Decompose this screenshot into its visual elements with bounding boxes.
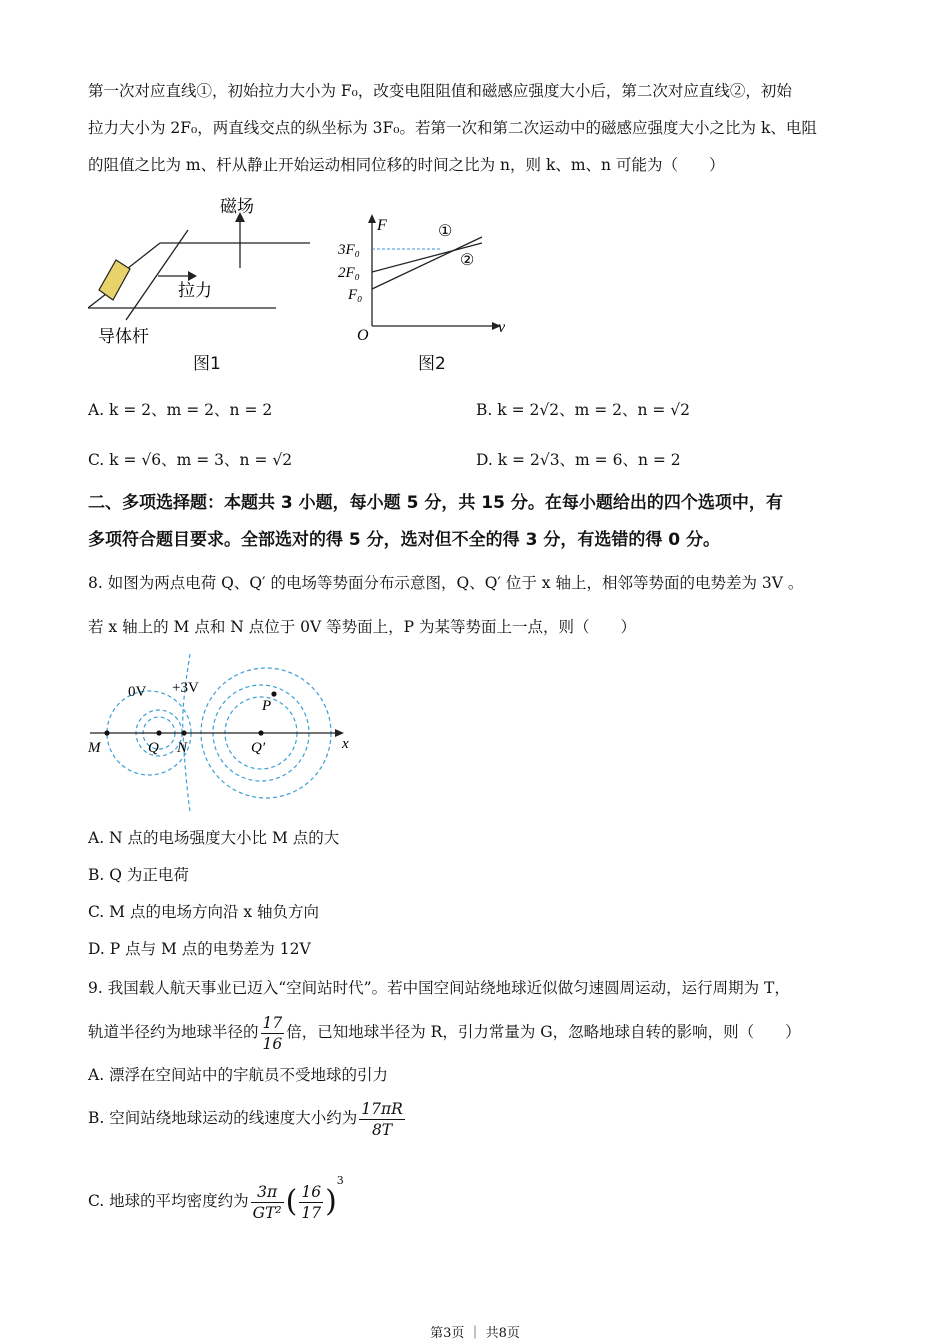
q7-text-line3: 的阻值之比为 m、杆从静止开始运动相同位移的时间之比为 n，则 k、m、n 可能为（ ） xyxy=(88,156,725,174)
q9-option-B[interactable] xyxy=(88,1096,407,1140)
q7-option-C[interactable]: C. k = √6、m = 3、n = √2 xyxy=(88,451,293,469)
right-paren: ) xyxy=(325,1184,337,1219)
q9-option-C[interactable] xyxy=(88,1158,344,1225)
q9-option-C-text: C. 地球的平均密度约为 xyxy=(88,1192,249,1210)
section-2-heading-line2: 多项符合题目要求。全部选对的得 5 分，选对但不全的得 3 分，有选错的得 0 分。 xyxy=(88,530,720,550)
fraction-17-16 xyxy=(261,1013,285,1054)
fraction-numerator: 17πR xyxy=(361,1099,403,1118)
q8-equipotential-figure xyxy=(86,652,356,812)
left-paren: ( xyxy=(285,1184,298,1219)
fraction-denominator: 16 xyxy=(262,1034,283,1053)
q8-text-line1: 8. 如图为两点电荷 Q、Q′ 的电场等势面分布示意图，Q、Q′ 位于 x 轴上，相邻等势面的电势差为 3V 。 xyxy=(88,574,804,592)
fig1-caption: 图1 xyxy=(193,354,221,374)
exponent: 3 xyxy=(336,1174,344,1187)
q7-option-A[interactable]: A. k = 2、m = 2、n = 2 xyxy=(88,401,273,419)
label-M: M xyxy=(88,740,101,756)
tick-3F0: 3F₀ xyxy=(338,242,360,258)
axis-label-v: v xyxy=(498,319,506,336)
label-x: x xyxy=(342,736,349,752)
fraction-denominator: GT² xyxy=(252,1203,282,1222)
label-P: P xyxy=(262,698,272,714)
q7-figure-1 xyxy=(88,190,318,350)
axis-label-F: F xyxy=(377,217,387,234)
q7-option-B[interactable]: B. k = 2√2、m = 2、n = √2 xyxy=(476,401,691,419)
q7-text-line1: 第一次对应直线①，初始拉力大小为 F₀，改变电阻阻值和磁感应强度大小后，第二次对应直线②，初始 xyxy=(88,82,792,100)
point-Qprime xyxy=(258,730,263,735)
tick-2F0: 2F₀ xyxy=(338,265,360,281)
point-M xyxy=(104,730,109,735)
pull-arrow-icon xyxy=(188,271,197,281)
y-axis-arrow-icon xyxy=(368,214,376,223)
q9-text-line2 xyxy=(88,1010,801,1054)
fig2-caption: 图2 xyxy=(418,354,446,374)
line-1-label: ① xyxy=(438,223,453,240)
q9-line2-prefix: 轨道半径约为地球半径的 xyxy=(88,1023,259,1041)
point-P xyxy=(271,691,276,696)
point-Q xyxy=(156,730,161,735)
label-plus3V: +3V xyxy=(172,680,199,696)
q9-option-B-text: B. 空间站绕地球运动的线速度大小约为 xyxy=(88,1109,358,1127)
label-pull: 拉力 xyxy=(178,281,212,300)
tick-F0: F₀ xyxy=(348,287,363,303)
resistor xyxy=(99,260,130,300)
label-Qprime: Q′ xyxy=(251,740,266,756)
q8-text-line2: 若 x 轴上的 M 点和 N 点位于 0V 等势面上，P 为某等势面上一点，则（ ） xyxy=(88,618,637,636)
section-2-heading-line1: 二、多项选择题：本题共 3 小题，每小题 5 分，共 15 分。在每小题给出的四个选项中，有 xyxy=(88,493,783,513)
fraction-denominator: 8T xyxy=(371,1120,393,1139)
q7-text-line2: 拉力大小为 2F₀，两直线交点的纵坐标为 3F₀。若第一次和第二次运动中的磁感应强度大小之比为 k、电阻 xyxy=(88,119,817,137)
line-2-label: ② xyxy=(460,252,475,269)
fraction-16-17 xyxy=(299,1182,323,1223)
q8-option-C[interactable]: C. M 点的电场方向沿 x 轴负方向 xyxy=(88,903,320,921)
q9-line2-suffix: 倍，已知地球半径为 R，引力常量为 G，忽略地球自转的影响，则（ ） xyxy=(286,1023,801,1041)
fraction-3pi-GT2 xyxy=(251,1182,284,1223)
fraction-numerator: 17 xyxy=(262,1013,283,1032)
q7-option-D[interactable]: D. k = 2√3、m = 6、n = 2 xyxy=(476,451,681,469)
label-N: N xyxy=(177,740,188,756)
q7-figure-2 xyxy=(336,208,516,348)
fraction-denominator: 17 xyxy=(301,1203,322,1222)
q9-text-line1: 9. 我国载人航天事业已迈入“空间站时代”。若中国空间站绕地球近似做匀速圆周运动，运行周期为 T， xyxy=(88,979,790,997)
fraction-numerator: 16 xyxy=(301,1182,322,1201)
page-footer: 第3页 ｜ 共8页 xyxy=(430,1326,520,1341)
label-field: 磁场 xyxy=(220,197,254,216)
fraction-17piR-8T xyxy=(359,1099,405,1140)
label-Q: Q xyxy=(148,740,159,756)
origin-label: O xyxy=(357,327,369,344)
q8-option-B[interactable]: B. Q 为正电荷 xyxy=(88,866,189,884)
q8-option-D[interactable]: D. P 点与 M 点的电势差为 12V xyxy=(88,940,311,958)
fraction-numerator: 3π xyxy=(251,1182,284,1203)
q8-option-A[interactable]: A. N 点的电场强度大小比 M 点的大 xyxy=(88,829,340,847)
point-N xyxy=(181,730,186,735)
q9-option-A[interactable]: A. 漂浮在空间站中的宇航员不受地球的引力 xyxy=(88,1066,389,1084)
label-0V: 0V xyxy=(128,684,147,700)
label-rod: 导体杆 xyxy=(98,327,149,346)
